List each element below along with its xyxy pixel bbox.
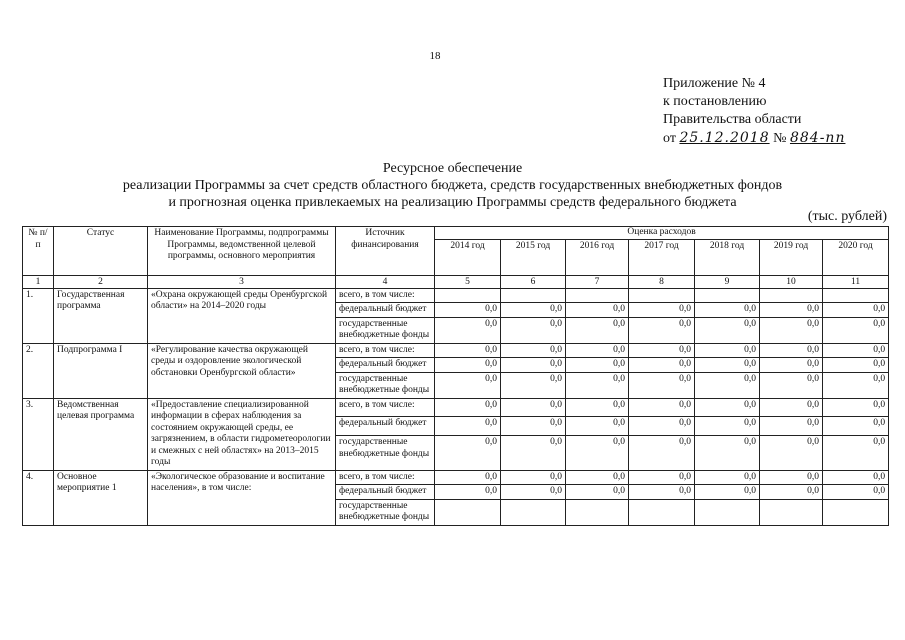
value-cell: 0,0 (823, 398, 889, 417)
table-row (23, 398, 889, 417)
value-cell: 0,0 (823, 417, 889, 436)
value-cell: 0,0 (435, 372, 501, 398)
row-number: 3. (23, 398, 54, 470)
value-cell: 0,0 (566, 470, 629, 485)
value-cell: 0,0 (823, 485, 889, 500)
value-cell: 0,0 (435, 343, 501, 358)
value-cell: 0,0 (695, 436, 760, 470)
value-cell: 0,0 (566, 436, 629, 470)
resource-table (22, 226, 889, 526)
value-cell: 0,0 (695, 398, 760, 417)
column-number: 2 (54, 275, 148, 288)
row-number: 4. (23, 470, 54, 525)
header-status: Статус (54, 227, 148, 276)
value-cell: 0,0 (695, 358, 760, 373)
value-cell: 0,0 (629, 372, 695, 398)
header-name: Наименование Программы, подпрограммы Программы, ведомственной целевой программы, основного мероприятия (148, 227, 336, 276)
column-number: 10 (760, 275, 823, 288)
units-label: (тыс. рублей) (807, 209, 887, 224)
value-cell: 0,0 (566, 417, 629, 436)
value-cell: 0,0 (435, 470, 501, 485)
value-cell: 0,0 (501, 436, 566, 470)
title-line: Ресурсное обеспечение (382, 161, 523, 176)
row-source: государственные внебюджетные фонды (336, 372, 435, 398)
value-cell: 0,0 (760, 485, 823, 500)
appendix-line: Правительства области (663, 112, 802, 127)
value-cell: 0,0 (760, 436, 823, 470)
row-source: государственные внебюджетные фонды (336, 317, 435, 343)
value-cell (760, 499, 823, 525)
value-cell: 0,0 (566, 303, 629, 318)
value-cell: 0,0 (760, 317, 823, 343)
value-cell: 0,0 (629, 343, 695, 358)
row-source: федеральный бюджет (336, 485, 435, 500)
column-number: 8 (629, 275, 695, 288)
row-name: «Охрана окружающей среды Оренбургской области» на 2014–2020 годы (148, 288, 336, 343)
column-number: 3 (148, 275, 336, 288)
value-cell (566, 288, 629, 303)
title-line: реализации Программы за счет средств областного бюджета, средств государственных внебюджетных фондов (122, 178, 783, 193)
column-number: 11 (823, 275, 889, 288)
row-source: всего, в том числе: (336, 398, 435, 417)
date-prefix: от (663, 131, 676, 146)
row-source: всего, в том числе: (336, 288, 435, 303)
appendix-block (663, 75, 845, 148)
header-year: 2020 год (823, 239, 889, 275)
value-cell: 0,0 (566, 485, 629, 500)
table-row (23, 288, 889, 303)
value-cell (823, 499, 889, 525)
column-number: 1 (23, 275, 54, 288)
header-num: № п/п (23, 227, 54, 276)
column-number: 4 (336, 275, 435, 288)
value-cell: 0,0 (435, 303, 501, 318)
value-cell: 0,0 (695, 417, 760, 436)
handwritten-date: 25.12.2018 (679, 130, 770, 146)
value-cell: 0,0 (435, 317, 501, 343)
header-year: 2015 год (501, 239, 566, 275)
table-row (23, 343, 889, 358)
value-cell: 0,0 (695, 343, 760, 358)
title-line: и прогнозная оценка привлекаемых на реализацию Программы средств федерального бюджета (168, 195, 737, 210)
column-number: 6 (501, 275, 566, 288)
value-cell (760, 288, 823, 303)
number-prefix: № (773, 131, 787, 146)
column-number: 5 (435, 275, 501, 288)
header-year: 2014 год (435, 239, 501, 275)
row-source: всего, в том числе: (336, 470, 435, 485)
value-cell: 0,0 (823, 317, 889, 343)
handwritten-number: 884-пп (789, 130, 846, 146)
value-cell: 0,0 (823, 436, 889, 470)
value-cell: 0,0 (823, 372, 889, 398)
value-cell (501, 288, 566, 303)
value-cell: 0,0 (760, 303, 823, 318)
column-number: 9 (695, 275, 760, 288)
value-cell: 0,0 (501, 372, 566, 398)
value-cell: 0,0 (629, 436, 695, 470)
row-name: «Экологическое образование и воспитание населения», в том числе: (148, 470, 336, 525)
value-cell: 0,0 (435, 485, 501, 500)
value-cell: 0,0 (629, 303, 695, 318)
row-status: Государственная программа (54, 288, 148, 343)
row-status: Ведомственная целевая программа (54, 398, 148, 470)
row-number: 2. (23, 343, 54, 398)
row-status: Основное мероприятие 1 (54, 470, 148, 525)
header-year: 2016 год (566, 239, 629, 275)
value-cell (435, 499, 501, 525)
value-cell: 0,0 (501, 417, 566, 436)
value-cell: 0,0 (501, 358, 566, 373)
value-cell: 0,0 (760, 398, 823, 417)
value-cell: 0,0 (760, 470, 823, 485)
value-cell: 0,0 (760, 417, 823, 436)
value-cell: 0,0 (566, 317, 629, 343)
appendix-title: Приложение № 4 (663, 76, 766, 91)
value-cell: 0,0 (695, 303, 760, 318)
column-number: 7 (566, 275, 629, 288)
value-cell: 0,0 (760, 343, 823, 358)
row-number: 1. (23, 288, 54, 343)
value-cell: 0,0 (435, 436, 501, 470)
value-cell: 0,0 (501, 317, 566, 343)
value-cell: 0,0 (501, 398, 566, 417)
value-cell (435, 288, 501, 303)
value-cell: 0,0 (501, 343, 566, 358)
value-cell: 0,0 (695, 485, 760, 500)
value-cell: 0,0 (823, 343, 889, 358)
value-cell: 0,0 (501, 303, 566, 318)
value-cell (629, 288, 695, 303)
value-cell (629, 499, 695, 525)
value-cell: 0,0 (629, 317, 695, 343)
value-cell: 0,0 (823, 358, 889, 373)
header-year: 2018 год (695, 239, 760, 275)
header-source: Источник финансирования (336, 227, 435, 276)
value-cell: 0,0 (760, 372, 823, 398)
row-source: всего, в том числе: (336, 343, 435, 358)
header-year: 2017 год (629, 239, 695, 275)
value-cell: 0,0 (501, 470, 566, 485)
value-cell: 0,0 (501, 485, 566, 500)
value-cell: 0,0 (760, 358, 823, 373)
value-cell (695, 288, 760, 303)
value-cell: 0,0 (435, 417, 501, 436)
value-cell: 0,0 (629, 358, 695, 373)
row-status: Подпрограмма I (54, 343, 148, 398)
value-cell (501, 499, 566, 525)
value-cell: 0,0 (629, 417, 695, 436)
appendix-date-line (663, 129, 845, 148)
value-cell: 0,0 (695, 372, 760, 398)
value-cell: 0,0 (695, 317, 760, 343)
row-source: федеральный бюджет (336, 303, 435, 318)
row-name: «Предоставление специализированной информации в сферах наблюдения за состоянием окружающей среды, ее загрязнением, в области гидрометеорологии и смежных с ней областях» на 2013–2015 годы (148, 398, 336, 470)
row-source: федеральный бюджет (336, 358, 435, 373)
page-number: 18 (429, 50, 441, 62)
value-cell (566, 499, 629, 525)
value-cell: 0,0 (435, 398, 501, 417)
value-cell: 0,0 (566, 343, 629, 358)
document-title (0, 160, 905, 211)
row-name: «Регулирование качества окружающей среды и оздоровление экологической обстановки Оренбургской области» (148, 343, 336, 398)
value-cell: 0,0 (435, 358, 501, 373)
value-cell: 0,0 (629, 485, 695, 500)
row-source: федеральный бюджет (336, 417, 435, 436)
row-source: государственные внебюджетные фонды (336, 436, 435, 470)
value-cell (695, 499, 760, 525)
value-cell: 0,0 (566, 372, 629, 398)
value-cell: 0,0 (695, 470, 760, 485)
value-cell: 0,0 (823, 303, 889, 318)
table-row (23, 470, 889, 485)
value-cell (823, 288, 889, 303)
header-year: 2019 год (760, 239, 823, 275)
value-cell: 0,0 (629, 398, 695, 417)
row-source: государственные внебюджетные фонды (336, 499, 435, 525)
value-cell: 0,0 (629, 470, 695, 485)
value-cell: 0,0 (823, 470, 889, 485)
appendix-line: к постановлению (663, 94, 767, 109)
value-cell: 0,0 (566, 358, 629, 373)
value-cell: 0,0 (566, 398, 629, 417)
header-estimate: Оценка расходов (435, 227, 889, 240)
